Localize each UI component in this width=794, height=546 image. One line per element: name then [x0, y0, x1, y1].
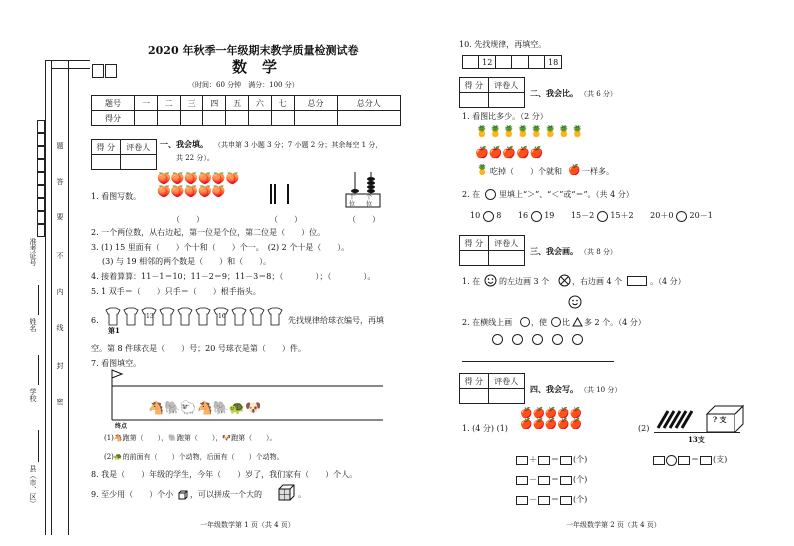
- op-plus: ＋: [529, 455, 537, 464]
- jersey-number-13: 13: [146, 313, 154, 320]
- total-label: 13支: [688, 435, 705, 444]
- county-label: 县（市、区）: [29, 465, 37, 507]
- score-table: [91, 95, 401, 126]
- q1-blank-3[interactable]: （ ）: [348, 215, 380, 224]
- pineapples-picture: 🍍🍍🍍🍍🍍🍍🍍🍍: [475, 125, 585, 138]
- abacus-label-pos1: 位: [349, 201, 356, 208]
- margin-top-line-2: [51, 68, 90, 69]
- seal-char-5: 内: [56, 288, 64, 295]
- score-header-2: 二: [157, 96, 180, 111]
- name-underline: [38, 285, 39, 315]
- s2q2b-text: 里填上“＞”、“＜”或“＝”。（共 4 分）: [499, 190, 634, 199]
- right-footer: 一年级数学第 2 页（共 4 页）: [566, 521, 661, 529]
- q7-blanks-2: (2)🐢的前面有（ ）个动物，后面有（ ）个动物。: [104, 453, 284, 461]
- score-header-5: 五: [226, 96, 249, 111]
- operator-circle[interactable]: [666, 455, 677, 466]
- seal-char-7: 封: [56, 362, 64, 369]
- apple-icon: 🍎: [568, 165, 581, 176]
- circle-icon: [485, 189, 496, 200]
- box-label: ? 支: [713, 415, 727, 424]
- score-cell[interactable]: [248, 111, 271, 126]
- equation-row-3: － ＝ (个): [515, 494, 587, 505]
- q1-blank-1[interactable]: （ ）: [172, 215, 204, 224]
- equation-row-pencils: ＝ (支): [652, 454, 727, 466]
- q6b-text: 空。第 8 件球衣是（ ）号；20 号球衣是第（ ）件。: [91, 344, 306, 353]
- jersey-number-16: 16: [218, 313, 226, 320]
- score-header-3: 三: [180, 96, 203, 111]
- score-cell[interactable]: [135, 111, 158, 126]
- score-box-label: 得 分: [92, 140, 121, 155]
- answer-box[interactable]: [538, 456, 550, 465]
- answer-box[interactable]: [560, 456, 572, 465]
- q7-blanks-1: (1)🐴跑第（ ），🐘跑第（ ），🐶跑第（ ）。: [104, 434, 277, 442]
- s2q1-answer: 吃掉（ ）个就和: [490, 167, 562, 176]
- seal-char-6: 线: [56, 324, 64, 331]
- score-header-1: 一: [135, 96, 158, 111]
- svg-text:🐴🐘🐑🐴🐘🐢🐶: 🐴🐘🐑🐴🐘🐢🐶: [148, 401, 262, 416]
- q10-text: 10. 先找规律，再填空。: [459, 40, 547, 49]
- compare-right-4: 20－1: [689, 211, 713, 220]
- q10-sequence: [462, 55, 562, 69]
- compare-row: [470, 210, 713, 222]
- race-picture: [108, 366, 388, 430]
- score-header-9: 总分人: [337, 96, 400, 111]
- q7-text: 7. 看图填空。: [91, 359, 142, 368]
- answer-box[interactable]: [516, 476, 528, 485]
- section4-score-box: [459, 373, 525, 404]
- subject-title: 数 学: [232, 58, 278, 76]
- apples-basket-picture: 🍎🍎🍎🍎🍎 🍎🍎🍎🍎🍎: [520, 408, 583, 430]
- score-box-label: 得 分: [460, 78, 489, 93]
- grader-cell[interactable]: [488, 93, 524, 108]
- grader-label: 评卷人: [488, 374, 524, 389]
- q8-text: 8. 我是（ ）年级的学生，今年（ ）岁了，我们家有（ ）个人。: [91, 470, 358, 479]
- seal-char-4: 不: [56, 252, 64, 259]
- s3q2d-text: 多 2 个。（4 分）: [584, 318, 646, 327]
- q6a-text: 先找规律给球衣编号，再填: [288, 316, 384, 325]
- op-minus: －: [529, 475, 537, 484]
- circle-icon: [520, 317, 530, 327]
- drawing-line[interactable]: [462, 361, 614, 362]
- section4-points: （共 10 分）: [580, 386, 622, 394]
- score-header-6: 六: [248, 96, 271, 111]
- s3q1b-text: 的左边画 3 个: [499, 277, 550, 286]
- section3-score-box: [459, 235, 525, 266]
- pencils-picture: [652, 408, 702, 434]
- s2q2-text: 2. 在: [462, 190, 481, 199]
- s3q1-text: 1. 在: [462, 277, 481, 286]
- time-info: （时间：60 分钟 满分：100 分）: [188, 81, 299, 89]
- compare-left-2: 16: [517, 211, 529, 220]
- equation-row-1: ＋ ＝ (个): [515, 454, 587, 465]
- answer-box[interactable]: [560, 476, 572, 485]
- compare-circle-3[interactable]: [597, 211, 608, 222]
- triangle-icon: [572, 317, 583, 329]
- answer-box[interactable]: [516, 496, 528, 505]
- section1-note: （共申第 3 小题 3 分；7 小题 2 分；其余每空 1 分，: [214, 141, 383, 149]
- big-cube-icon: [278, 484, 296, 504]
- seal-char-3: 要: [56, 213, 64, 220]
- unit-ge: (个): [573, 455, 588, 464]
- seal-char-8: 密: [56, 398, 64, 405]
- q2-text: 2. 一个两位数，从右边起，第一位是个位，第二位是（ ）位。: [91, 228, 326, 237]
- q6-number: 6.: [91, 316, 99, 325]
- q9b-text: ，可以拼成一个大的: [190, 490, 262, 499]
- section1-score-box: [91, 139, 157, 170]
- peaches-picture: 🍑🍑🍑🍑🍑🍑 🍑🍑🍑🍑🍑: [157, 172, 240, 198]
- school-underline: [38, 355, 39, 385]
- score-row-label: 得分: [92, 111, 135, 126]
- seq-cell[interactable]: [528, 56, 544, 69]
- abacus-label-one: 个: [366, 194, 373, 201]
- score-box-cell[interactable]: [92, 155, 121, 170]
- s2q1-text: 1. 看图比多少。（2 分）: [462, 112, 548, 121]
- grader-label: 评卷人: [488, 236, 524, 251]
- section1-heading: 一、我会填。: [160, 139, 208, 149]
- section2-score-box: [459, 77, 525, 108]
- exam-title: 2020 年秋季一年级期末教学质量检测试卷: [148, 44, 359, 57]
- answer-box[interactable]: [700, 456, 712, 465]
- q9c-text: 。: [298, 490, 306, 499]
- corner-box-1: [92, 64, 104, 78]
- exam-number-boxes[interactable]: [37, 120, 51, 238]
- corner-box-2: [105, 64, 117, 78]
- answer-box[interactable]: [538, 496, 550, 505]
- rectangle-icon: [627, 276, 647, 286]
- grader-cell[interactable]: [120, 155, 156, 170]
- compare-right-3: 15＋2: [610, 211, 634, 220]
- s4q1-part2: (2): [638, 424, 650, 433]
- q9-text: 9. 至少用（ ）个小: [91, 490, 174, 499]
- score-cell[interactable]: [294, 111, 337, 126]
- s3q1d-text: 。（4 分）: [650, 277, 686, 286]
- score-cell[interactable]: [157, 111, 180, 126]
- equation-row-2: － ＝ (个): [515, 474, 587, 485]
- seal-char-2: 答: [56, 178, 64, 185]
- grader-cell[interactable]: [488, 251, 524, 266]
- seq-cell[interactable]: [496, 56, 512, 69]
- county-underline: [38, 430, 39, 462]
- compare-left-4: 20＋0: [650, 211, 674, 220]
- circles-row: [492, 334, 583, 345]
- compare-circle-1[interactable]: [483, 211, 494, 222]
- s3q2-text: 2. 在横线上画: [462, 318, 513, 327]
- section4-heading: 四、我会写。: [530, 384, 578, 394]
- small-cube-icon: [178, 490, 188, 502]
- compare-left-1: 10: [470, 211, 481, 220]
- pineapple-icon: 🍍: [476, 165, 489, 176]
- score-cell[interactable]: [271, 111, 294, 126]
- jersey-first-label: 第1: [108, 326, 120, 335]
- circle-icon: [551, 317, 561, 327]
- answer-box[interactable]: [678, 456, 690, 465]
- answer-box[interactable]: [538, 476, 550, 485]
- q5-text: 5. 1 双手＝（ ）只手＝（ ）根手指头。: [91, 287, 261, 296]
- grader-cell[interactable]: [488, 389, 524, 404]
- s3q2b-text: ，使: [531, 318, 547, 327]
- margin-top-line: [45, 60, 90, 61]
- answer-box[interactable]: [653, 456, 665, 465]
- s2q1-answer-2: 一样多。: [582, 167, 614, 176]
- score-cell[interactable]: [180, 111, 203, 126]
- compare-circle-4[interactable]: [676, 211, 687, 222]
- grader-label: 评卷人: [120, 140, 156, 155]
- smiley-icon: [484, 274, 497, 289]
- center-smiley-icon: [568, 295, 582, 311]
- section2-points: （共 6 分）: [580, 90, 617, 98]
- race-start-label: 终点: [115, 423, 128, 430]
- unit-ge: (个): [573, 475, 588, 484]
- margin-line-3: [68, 60, 69, 535]
- score-header-4: 四: [203, 96, 226, 111]
- q1-blank-2[interactable]: （ ）: [270, 215, 302, 224]
- sticks-picture: [268, 182, 298, 208]
- compare-circle-2[interactable]: [531, 211, 542, 222]
- score-box-cell[interactable]: [460, 251, 489, 266]
- seq-cell[interactable]: [512, 56, 528, 69]
- s3q2c-text: 比: [562, 318, 570, 327]
- q4-text: 4. 接着算算：11－1＝10；11－2＝9；11－3＝8；（ ）；（ ）。: [91, 272, 376, 281]
- exam-number-label: 准考证号: [29, 238, 37, 266]
- score-box-cell[interactable]: [460, 389, 489, 404]
- brace-line: [654, 432, 740, 433]
- score-cell[interactable]: [226, 111, 249, 126]
- score-header-0: 题号: [92, 96, 135, 111]
- score-box-label: 得 分: [460, 374, 489, 389]
- score-cell[interactable]: [337, 111, 400, 126]
- section3-points: （共 8 分）: [580, 248, 617, 256]
- abacus-label-pos2: 位: [366, 201, 373, 208]
- abacus-label-ten: 十: [349, 194, 356, 201]
- seq-cell[interactable]: [463, 56, 479, 69]
- score-header-7: 七: [271, 96, 294, 111]
- unit-ge: (个): [573, 495, 588, 504]
- score-header-8: 总分: [294, 96, 337, 111]
- q1-text: 1. 看图写数。: [91, 192, 142, 201]
- compare-right-1: 8: [496, 211, 502, 220]
- compare-right-2: 19: [544, 211, 555, 220]
- seq-cell: 12: [479, 56, 496, 69]
- name-label: 姓名: [29, 318, 37, 332]
- s4q1-text: 1. (4 分) (1): [462, 424, 508, 433]
- compare-left-3: 15－2: [570, 211, 595, 220]
- left-footer: 一年级数学第 1 页（共 4 页）: [200, 521, 295, 529]
- score-box-cell[interactable]: [460, 93, 489, 108]
- grader-label: 评卷人: [488, 78, 524, 93]
- section1-note-2: 共 22 分）。: [176, 154, 214, 162]
- op-minus: －: [529, 495, 537, 504]
- school-label: 学校: [29, 388, 37, 402]
- q3b-text: (3) 与 19 相邻的两个数是（ ）和（ ）。: [102, 257, 272, 266]
- seal-char-1: 题: [56, 142, 64, 149]
- unit-zhi: (支): [713, 455, 728, 464]
- q3-text: 3. (1) 15 里面有（ ）个十和（ ）个一。 (2) 2 个十是（ ）。: [91, 243, 350, 252]
- jerseys-row: [104, 307, 284, 329]
- margin-line-2: [51, 60, 52, 535]
- apples-picture: 🍎🍎🍎🍎🍎: [475, 146, 544, 159]
- seq-cell: 18: [545, 56, 562, 69]
- score-cell[interactable]: [203, 111, 226, 126]
- section2-heading: 二、我会比。: [530, 88, 578, 98]
- s3q1c-text: ，右边画 4 个: [572, 277, 623, 286]
- answer-box[interactable]: [560, 496, 572, 505]
- answer-box[interactable]: [516, 456, 528, 465]
- score-box-label: 得 分: [460, 236, 489, 251]
- circled-x-icon: [558, 274, 571, 289]
- section3-heading: 三、我会画。: [530, 246, 578, 256]
